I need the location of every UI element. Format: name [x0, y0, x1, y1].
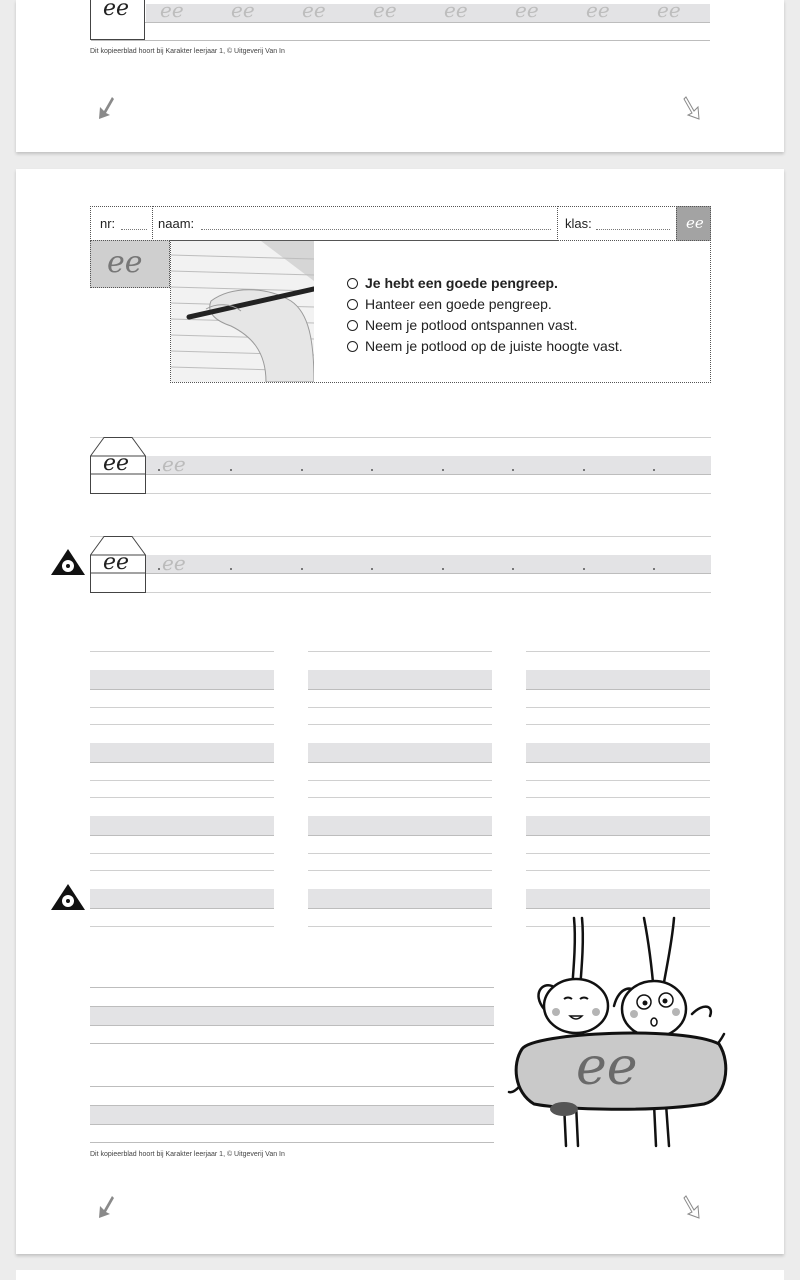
start-dot — [442, 568, 444, 570]
writing-band — [90, 1006, 494, 1025]
naam-label: naam: — [158, 216, 195, 231]
writing-line — [90, 987, 494, 988]
writing-line — [90, 707, 274, 708]
model-letter: ee — [103, 0, 130, 21]
writing-line — [90, 780, 274, 781]
writing-band — [526, 816, 710, 835]
writing-line — [308, 762, 492, 763]
writing-line — [90, 1105, 494, 1106]
trace-letter: ee — [162, 452, 186, 476]
writing-band — [90, 816, 274, 835]
writing-line — [526, 724, 710, 725]
writing-line — [90, 853, 274, 854]
writing-line — [526, 870, 710, 871]
writing-line — [526, 908, 710, 909]
option-label: Neem je potlood op de juiste hoogte vast. — [365, 338, 623, 354]
writing-line — [90, 762, 274, 763]
nr-cell — [90, 206, 153, 241]
writing-line — [526, 762, 710, 763]
ladybug-letter: ee — [576, 1037, 638, 1097]
model-letter: ee — [103, 550, 130, 575]
writing-band — [526, 670, 710, 689]
writing-line — [90, 689, 274, 690]
writing-line — [90, 536, 711, 537]
writing-band — [308, 889, 492, 908]
klas-cell — [557, 206, 677, 241]
writing-line — [91, 22, 710, 23]
triangle-star-icon — [50, 883, 86, 911]
naam-field[interactable] — [201, 229, 551, 230]
klas-label: klas: — [565, 216, 592, 231]
start-dot — [442, 469, 444, 471]
start-dot — [583, 568, 585, 570]
start-dot — [158, 469, 160, 471]
writing-line — [526, 780, 710, 781]
writing-line — [91, 40, 710, 41]
start-dot — [371, 469, 373, 471]
writing-band — [308, 743, 492, 762]
writing-line — [90, 908, 274, 909]
trace-letter: ee — [444, 0, 468, 22]
writing-line — [308, 780, 492, 781]
writing-line — [90, 1142, 494, 1143]
writing-line — [308, 707, 492, 708]
writing-band — [146, 456, 711, 474]
start-dot — [371, 568, 373, 570]
option-label: Hanteer een goede pengreep. — [365, 296, 552, 312]
writing-line — [308, 870, 492, 871]
arrow-down-left-icon[interactable] — [96, 95, 118, 121]
start-dot — [301, 568, 303, 570]
writing-line — [526, 853, 710, 854]
trace-letter: ee — [586, 0, 610, 22]
writing-band — [526, 889, 710, 908]
start-dot — [512, 469, 514, 471]
writing-line — [90, 1025, 494, 1026]
option-label: Neem je potlood ontspannen vast. — [365, 317, 578, 333]
writing-band — [90, 670, 274, 689]
arrow-down-left-icon[interactable] — [96, 1194, 118, 1220]
start-dot — [158, 568, 160, 570]
writing-band — [526, 743, 710, 762]
writing-band — [90, 743, 274, 762]
writing-line — [526, 689, 710, 690]
radio-circle-icon[interactable] — [347, 299, 358, 310]
dotted-model-letter: ee — [107, 245, 143, 280]
model-letter-box — [90, 240, 170, 288]
start-dot — [583, 469, 585, 471]
radio-circle-icon[interactable] — [347, 278, 358, 289]
writing-line — [526, 835, 710, 836]
option-label: Je hebt een goede pengreep. — [365, 275, 558, 291]
writing-line — [308, 651, 492, 652]
start-dot — [230, 469, 232, 471]
writing-line — [90, 724, 274, 725]
writing-line — [90, 797, 274, 798]
triangle-star-icon — [50, 548, 86, 576]
model-letter: ee — [103, 451, 130, 476]
writing-line — [90, 592, 711, 593]
writing-band — [90, 889, 274, 908]
option-item[interactable] — [347, 296, 552, 312]
writing-line — [526, 707, 710, 708]
letter-model-box — [90, 0, 145, 40]
writing-line — [308, 724, 492, 725]
writing-line — [90, 1006, 494, 1007]
klas-field[interactable] — [596, 229, 670, 230]
writing-line — [90, 1043, 494, 1044]
writing-line — [90, 651, 274, 652]
writing-line — [308, 926, 492, 927]
writing-line — [308, 835, 492, 836]
nr-field[interactable] — [121, 229, 147, 230]
trace-letter: ee — [302, 0, 326, 22]
previous-page — [16, 0, 784, 152]
writing-line — [90, 835, 274, 836]
ladybug-mascot-illustration — [504, 914, 729, 1149]
start-dot — [512, 568, 514, 570]
option-item[interactable] — [347, 338, 623, 354]
start-dot — [230, 568, 232, 570]
writing-line — [526, 797, 710, 798]
start-dot — [653, 469, 655, 471]
trace-letter: ee — [162, 551, 186, 575]
writing-line — [308, 853, 492, 854]
option-item[interactable] — [347, 275, 558, 291]
trace-letter: ee — [373, 0, 397, 22]
next-page — [16, 1270, 784, 1280]
hand-writing-photo — [171, 241, 314, 382]
trace-letter: ee — [231, 0, 255, 22]
writing-line — [308, 797, 492, 798]
writing-line — [526, 651, 710, 652]
start-dot — [301, 469, 303, 471]
option-item[interactable] — [347, 317, 577, 333]
writing-line — [90, 437, 711, 438]
worksheet-page — [16, 169, 784, 1254]
footer-text: Dit kopieerblad hoort bij Karakter leerjaar 1, © Uitgeverij Van In — [90, 1151, 285, 1158]
arrow-down-right-outline-icon[interactable] — [680, 1194, 702, 1220]
writing-line — [90, 1124, 494, 1125]
letter-badge — [676, 206, 711, 241]
arrow-down-right-outline-icon[interactable] — [680, 95, 702, 121]
badge-letter: ee — [686, 214, 704, 232]
writing-band — [308, 670, 492, 689]
radio-circle-icon[interactable] — [347, 341, 358, 352]
nr-label: nr: — [100, 216, 116, 231]
radio-circle-icon[interactable] — [347, 320, 358, 331]
writing-line — [308, 908, 492, 909]
writing-band — [90, 1105, 494, 1124]
writing-line — [90, 1086, 494, 1087]
trace-letter: ee — [515, 0, 539, 22]
trace-letter: ee — [657, 0, 681, 22]
trace-letter: ee — [160, 0, 184, 22]
writing-line — [308, 689, 492, 690]
start-dot — [653, 568, 655, 570]
writing-band — [308, 816, 492, 835]
footer-text: Dit kopieerblad hoort bij Karakter leerjaar 1, © Uitgeverij Van In — [90, 48, 285, 55]
writing-band — [146, 555, 711, 573]
writing-line — [90, 926, 274, 927]
naam-cell — [152, 206, 558, 241]
writing-line — [90, 493, 711, 494]
writing-line — [90, 870, 274, 871]
